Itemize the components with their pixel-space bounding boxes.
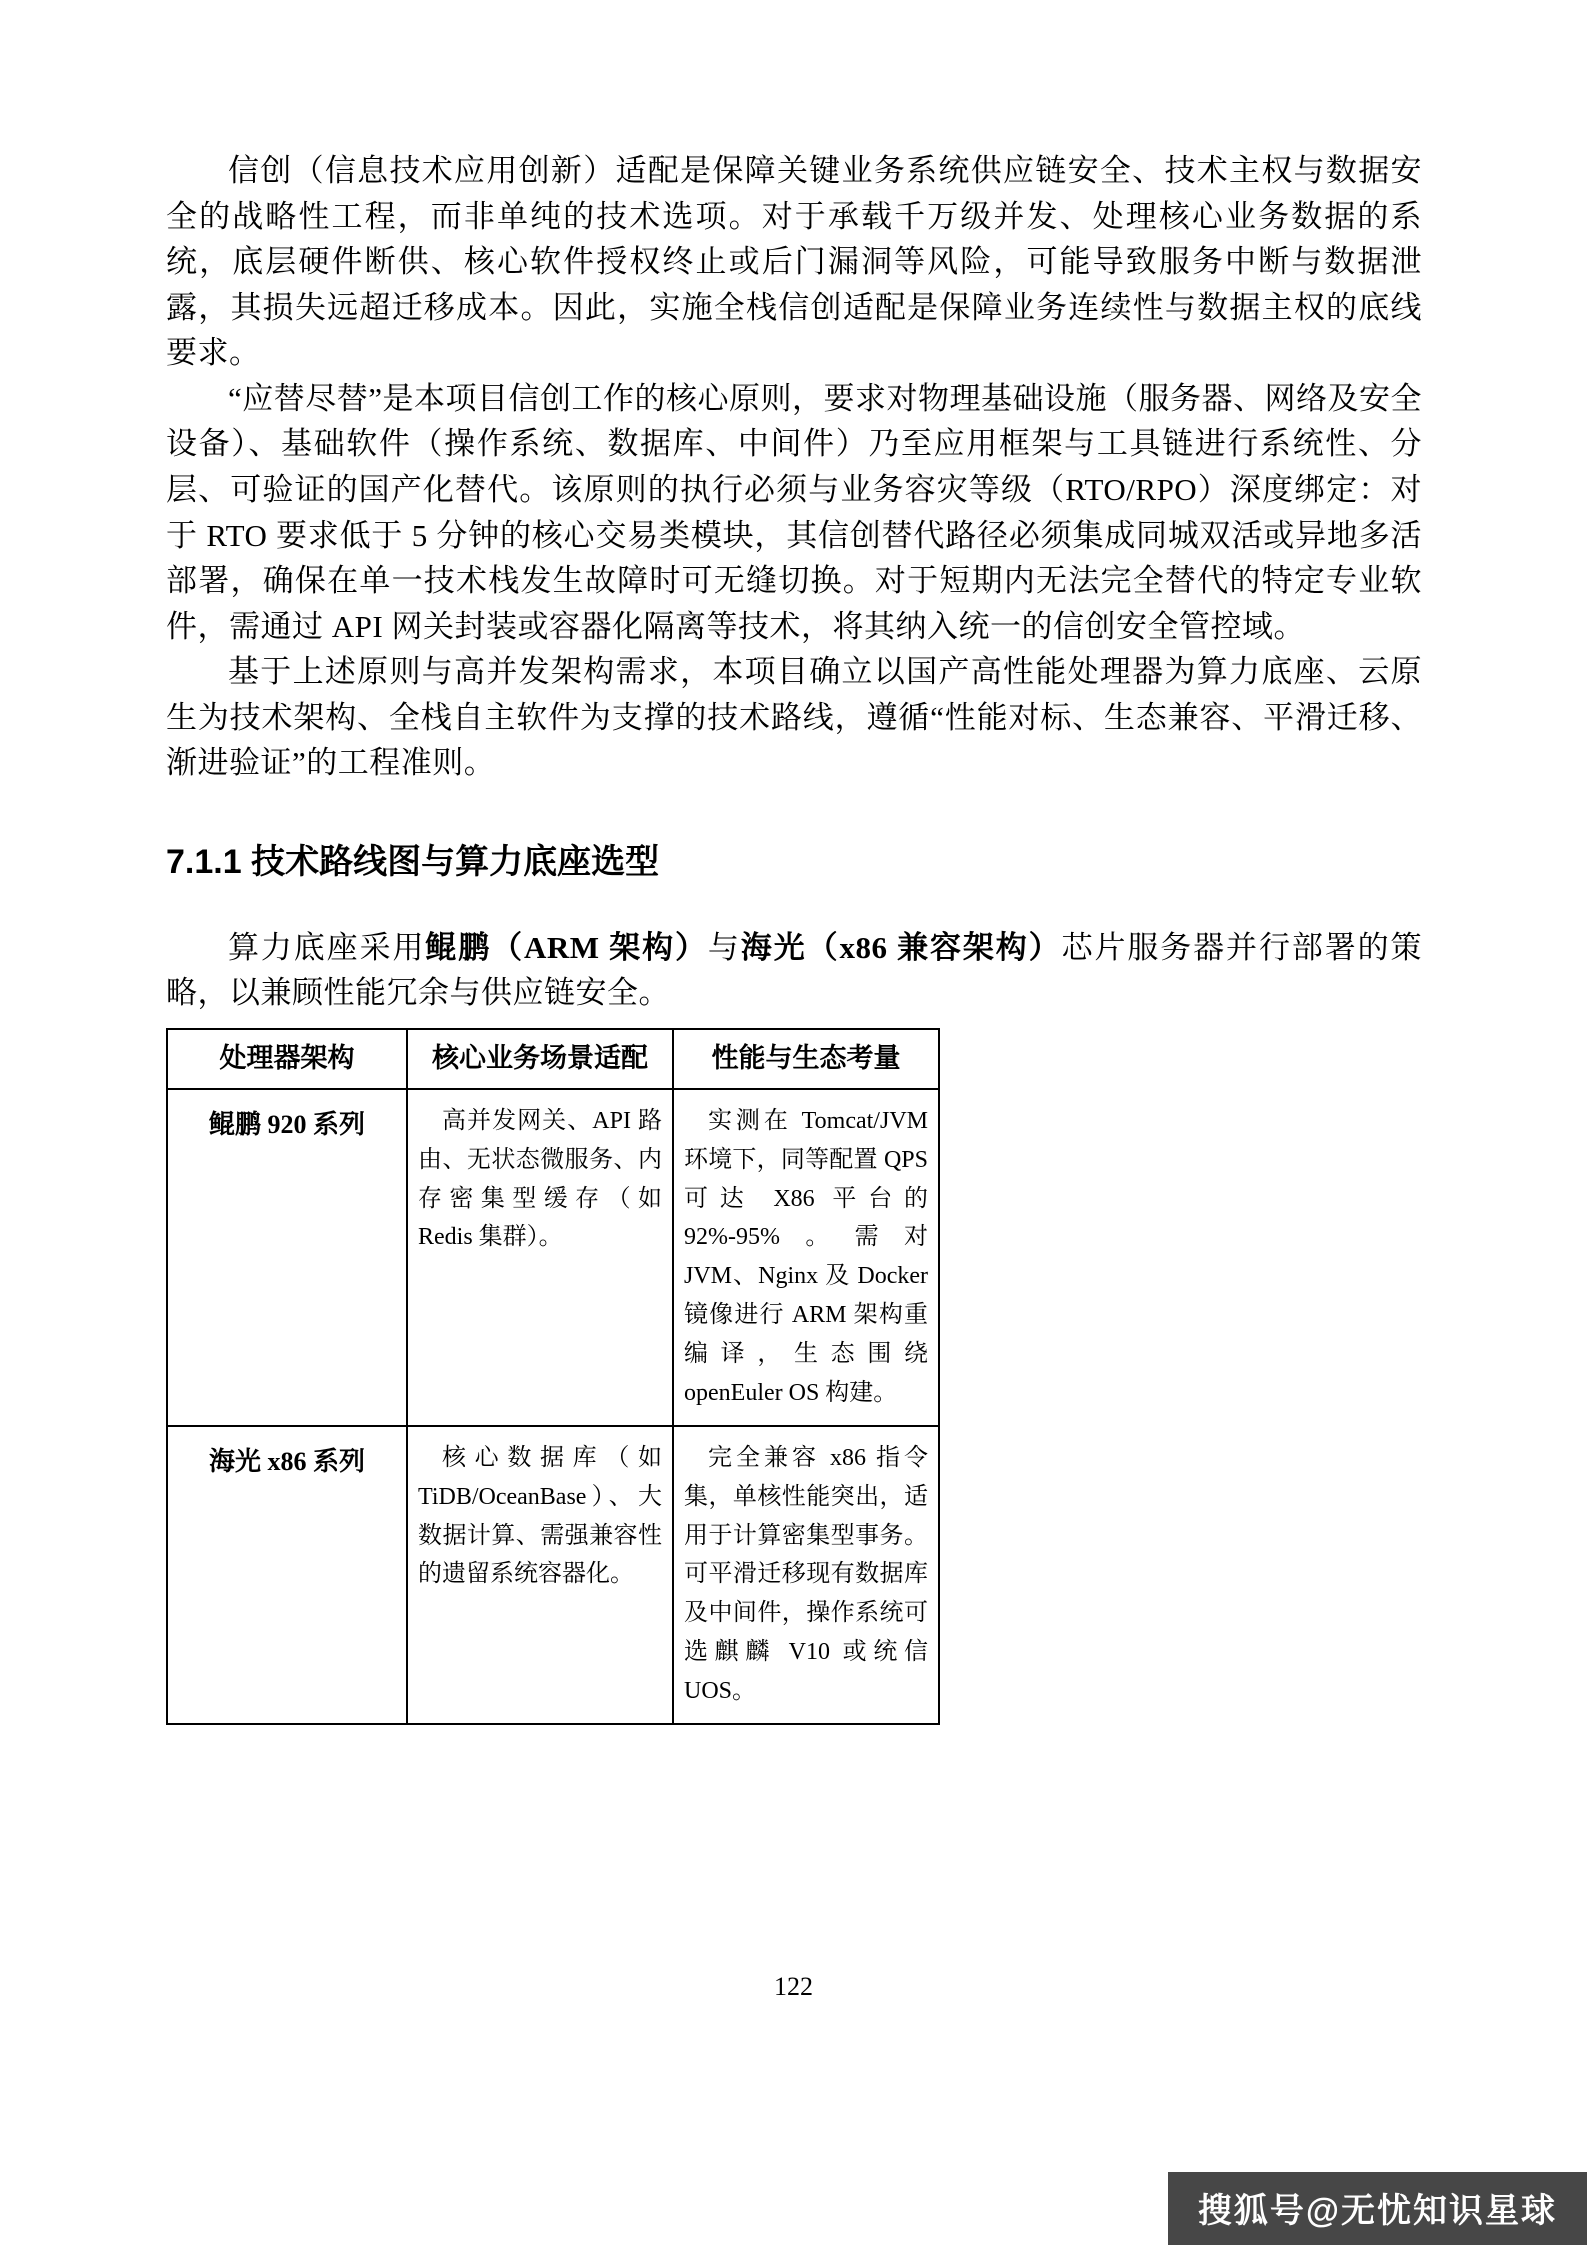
- processor-selection-table: [166, 1028, 940, 1725]
- cell-hygon-scenario: 核心数据库（如 TiDB/OceanBase）、大数据计算、需强兼容性的遗留系统容器化。: [407, 1426, 673, 1724]
- cell-hygon-arch: 海光 x86 系列: [167, 1426, 407, 1724]
- section-heading-7-1-1: 7.1.1 技术路线图与算力底座选型: [166, 842, 660, 881]
- compute-base-intro-paragraph: [166, 925, 1422, 1016]
- intro-run-hygon-bold: 海光（x86 兼容架构）: [740, 929, 1062, 965]
- table-header-performance: 性能与生态考量: [673, 1029, 939, 1089]
- intro-run-kunpeng-bold: 鲲鹏（ARM 架构）: [425, 929, 708, 965]
- paragraph-tech-route: 基于上述原则与高并发架构需求，本项目确立以国产高性能处理器为算力底座、云原生为技术架构、全栈自主软件为支撑的技术路线，遵循“性能对标、生态兼容、平滑迁移、渐进验证”的工程准则。: [166, 654, 1422, 781]
- table-row-kunpeng: [167, 1089, 939, 1426]
- paragraph-replace-principle: “应替尽替”是本项目信创工作的核心原则，要求对物理基础设施（服务器、网络及安全设备）、基础软件（操作系统、数据库、中间件）乃至应用框架与工具链进行系统性、分层、可验证的国产化替代。该原则的执行必须与业务容灾等级（RTO/RPO）深度绑定：对于 RTO 要求低于 5 分钟的核心交易类模块，其信创替代路径必须集成同城双活或异地多活部署，确保在单一技术栈发生故障时可无缝切换。对于短期内无法完全替代的特定专业软件，需通过 API 网关封装或容器化隔离等技术，将其纳入统一的信创安全管控域。: [166, 380, 1423, 644]
- cell-kunpeng-scenario: 高并发网关、API 路由、无状态微服务、内存密集型缓存（如 Redis 集群）。: [407, 1089, 673, 1426]
- cell-hygon-performance: 完全兼容 x86 指令集，单核性能突出，适用于计算密集型事务。可平滑迁移现有数据库及中间件，操作系统可选麒麟 V10 或统信 UOS。: [673, 1426, 939, 1724]
- document-page: [166, 148, 1422, 1725]
- table-header-row: [167, 1029, 939, 1089]
- table-header-scenario: 核心业务场景适配: [407, 1029, 673, 1089]
- watermark-badge: 搜狐号@无忧知识星球: [1168, 2172, 1587, 2245]
- intro-run: 芯片服务器并行部署的策略，以兼顾性能冗余与供应链安全。: [166, 929, 1423, 1011]
- page-number: 122: [774, 1972, 813, 2001]
- table-row-hygon: [167, 1426, 939, 1724]
- paragraph-xinchuang-overview: 信创（信息技术应用创新）适配是保障关键业务系统供应链安全、技术主权与数据安全的战略性工程，而非单纯的技术选项。对于承载千万级并发、处理核心业务数据的系统，底层硬件断供、核心软件授权终止或后门漏洞等风险，可能导致服务中断与数据泄露，其损失远超迁移成本。因此，实施全栈信创适配是保障业务连续性与数据主权的底线要求。: [166, 153, 1422, 371]
- table-header-architecture: 处理器架构: [167, 1029, 407, 1089]
- cell-kunpeng-performance: 实测在 Tomcat/JVM 环境下，同等配置 QPS 可达 X86 平台的 92%-95%。需对 JVM、Nginx 及 Docker 镜像进行 ARM 架构重编译，生态围绕 openEuler OS 构建。: [673, 1089, 939, 1426]
- cell-kunpeng-arch: 鲲鹏 920 系列: [167, 1089, 407, 1426]
- intro-run: 算力底座采用: [228, 929, 426, 965]
- intro-run: 与: [707, 929, 741, 965]
